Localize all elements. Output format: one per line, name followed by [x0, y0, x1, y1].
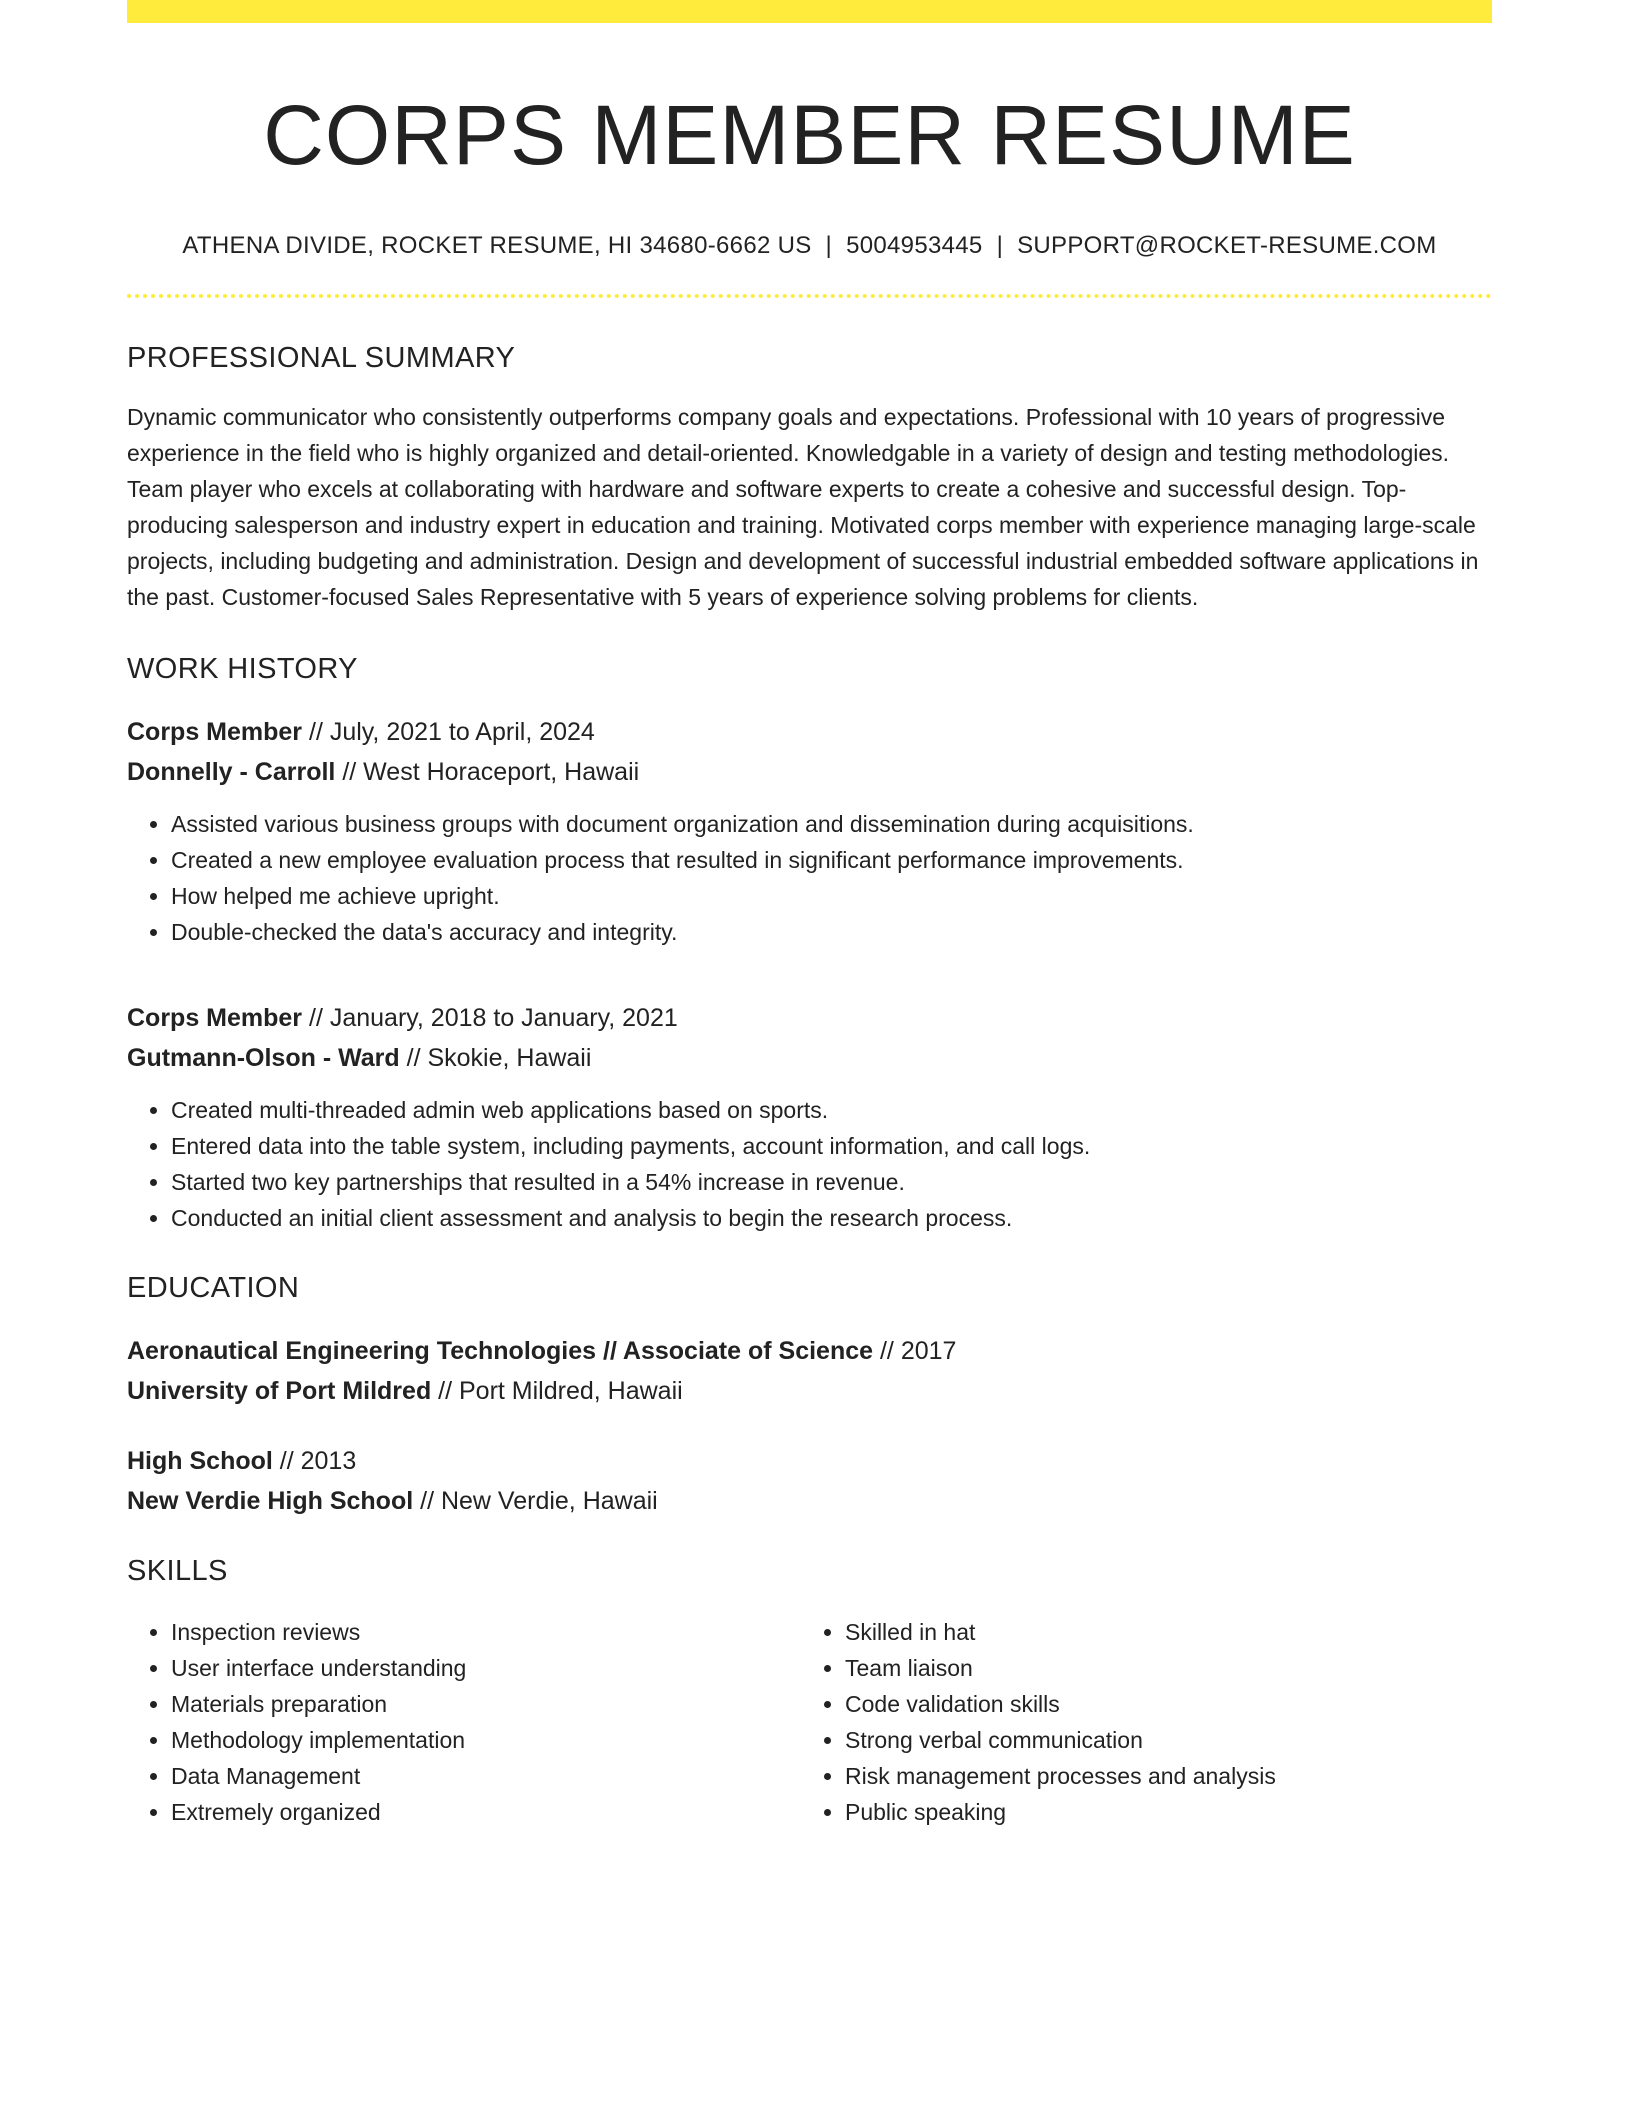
skill-item: • Public speaking — [845, 1794, 1475, 1830]
skills-heading: SKILLS — [127, 1554, 228, 1587]
resume-page — [127, 0, 1492, 1830]
job-company: Donnelly - Carroll — [127, 757, 336, 786]
education-school-line — [127, 1371, 1492, 1411]
education-year: // 2013 — [272, 1446, 357, 1475]
resume-title: CORPS MEMBER RESUME — [263, 88, 1356, 182]
summary-heading: PROFESSIONAL SUMMARY — [127, 341, 516, 374]
job-location: // Skokie, Hawaii — [399, 1043, 592, 1072]
list-item: • Assisted various business groups with document organization and dissemination during acquisitions. — [171, 806, 1492, 842]
education-school: New Verdie High School — [127, 1486, 414, 1515]
list-item: • How helped me achieve upright. — [171, 878, 1492, 914]
education-year: // 2017 — [873, 1336, 957, 1365]
job-company-line — [127, 752, 1492, 792]
contact-email: SUPPORT@ROCKET-RESUME.COM — [1017, 231, 1437, 259]
education-degree-line — [127, 1331, 1492, 1371]
education-degree-line — [127, 1441, 1492, 1481]
work-history-heading: WORK HISTORY — [127, 652, 358, 685]
list-item: • Double-checked the data's accuracy and integrity. — [171, 914, 1492, 950]
skill-item: • Data Management — [171, 1758, 801, 1794]
contact-phone: 5004953445 — [846, 231, 983, 259]
contact-line — [127, 232, 1492, 260]
skill-item: • Code validation skills — [845, 1686, 1475, 1722]
job-role: Corps Member — [127, 717, 303, 746]
list-item: • Started two key partnerships that resulted in a 54% increase in revenue. — [171, 1164, 1492, 1200]
job-dates: // July, 2021 to April, 2024 — [302, 717, 595, 746]
education-location: // New Verdie, Hawaii — [413, 1486, 658, 1515]
job-title-line — [127, 712, 1492, 752]
list-item: • Entered data into the table system, including payments, account information, and call logs. — [171, 1128, 1492, 1164]
skill-item: • Strong verbal communication — [845, 1722, 1475, 1758]
skill-item: • User interface understanding — [171, 1650, 801, 1686]
skills-columns — [127, 1614, 1492, 1830]
contact-separator: | — [825, 231, 833, 259]
dotted-divider — [127, 294, 1492, 298]
job-bullets — [127, 1092, 1492, 1236]
education-school-line — [127, 1481, 1492, 1521]
skill-item: • Team liaison — [845, 1650, 1475, 1686]
job-entry — [127, 712, 1492, 950]
job-role: Corps Member — [127, 1003, 303, 1032]
summary-text: Dynamic communicator who consistently outperforms company goals and expectations. Professional with 10 years of progressive experience in the field who is highly organized and detail-oriented. Knowledgable in a variety of design and testing methodologies. Team player who excels at collaborating with hardware and software experts to create a cohesive and successful design. Top-producing salesperson and industry expert in education and training. Motivated corps member with experience managing large-scale projects, including budgeting and administration. Design and development of successful industrial embedded software applications in the past. Customer-focused Sales Representative with 5 years of experience solving problems for clients. — [127, 403, 1479, 610]
list-item: • Conducted an initial client assessment and analysis to begin the research process. — [171, 1200, 1492, 1236]
education-degree: High School — [127, 1446, 273, 1475]
list-item: • Created a new employee evaluation process that resulted in significant performance improvements. — [171, 842, 1492, 878]
job-location: // West Horaceport, Hawaii — [335, 757, 640, 786]
skills-right-column — [801, 1614, 1475, 1830]
education-heading: EDUCATION — [127, 1271, 300, 1304]
list-item: • Created multi-threaded admin web applications based on sports. — [171, 1092, 1492, 1128]
skill-item: • Inspection reviews — [171, 1614, 801, 1650]
job-company: Gutmann-Olson - Ward — [127, 1043, 400, 1072]
contact-address: ATHENA DIVIDE, ROCKET RESUME, HI 34680-6662 US — [182, 231, 812, 259]
job-dates: // January, 2018 to January, 2021 — [302, 1003, 678, 1032]
skill-item: • Skilled in hat — [845, 1614, 1475, 1650]
skills-left-column — [127, 1614, 801, 1830]
education-entry — [127, 1441, 1492, 1521]
education-entry — [127, 1331, 1492, 1411]
contact-separator: | — [996, 231, 1004, 259]
job-title-line — [127, 998, 1492, 1038]
job-company-line — [127, 1038, 1492, 1078]
education-degree: Aeronautical Engineering Technologies // Associate of Science — [127, 1336, 874, 1365]
skill-item: • Materials preparation — [171, 1686, 801, 1722]
education-school: University of Port Mildred — [127, 1376, 432, 1405]
education-location: // Port Mildred, Hawaii — [431, 1376, 683, 1405]
job-entry — [127, 998, 1492, 1236]
skill-item: • Risk management processes and analysis — [845, 1758, 1475, 1794]
job-bullets — [127, 806, 1492, 950]
top-accent-bar — [127, 0, 1492, 23]
skill-item: • Methodology implementation — [171, 1722, 801, 1758]
skill-item: • Extremely organized — [171, 1794, 801, 1830]
